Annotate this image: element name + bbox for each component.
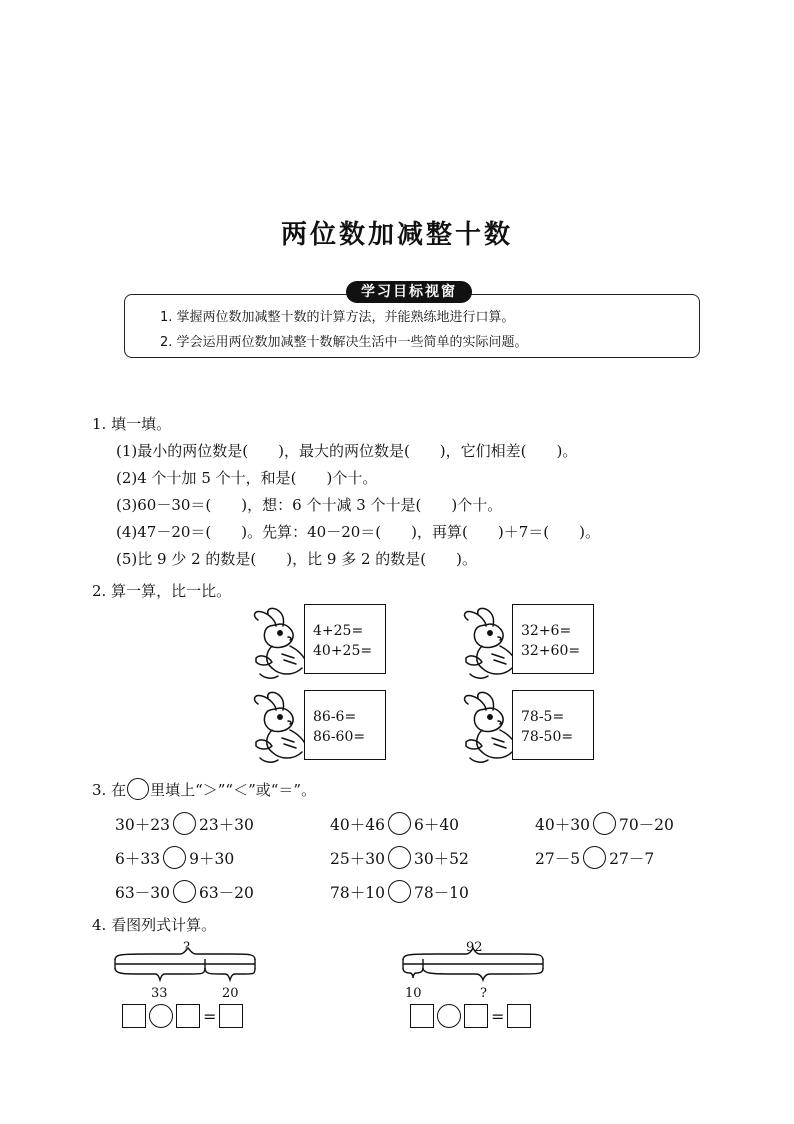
- compare-right: 63－20: [198, 883, 254, 902]
- circle-symbol-icon: [127, 778, 149, 800]
- compare-item: [330, 880, 469, 903]
- diagram-2-top-label: 92: [466, 940, 483, 955]
- compare-right: 23＋30: [198, 815, 254, 834]
- compare-left: 40＋30: [535, 815, 590, 834]
- compare-right: 78－10: [413, 883, 469, 902]
- bunny-illustration: [460, 690, 518, 766]
- answer-box[interactable]: [464, 1004, 488, 1028]
- page-title: 两位数加减整十数: [280, 220, 513, 250]
- compare-circle-blank[interactable]: [173, 812, 196, 835]
- answer-box[interactable]: [219, 1004, 243, 1028]
- q3-heading-post: 里填上“＞”“＜”或“＝”。: [150, 780, 317, 799]
- compare-right: 6＋40: [413, 815, 460, 834]
- answer-equation-1: [122, 1004, 243, 1028]
- q1-line-4: (4)47－20＝( )。先算：40－20＝( )，再算( )＋7＝( )。: [116, 523, 600, 541]
- compare-item: [535, 812, 674, 835]
- compare-circle-blank[interactable]: [583, 846, 606, 869]
- compare-left: 40＋46: [330, 815, 385, 834]
- learning-goals-tag: 学习目标视窗: [346, 281, 472, 303]
- goal-item-1: 1. 掌握两位数加减整十数的计算方法，并能熟练地进行口算。: [160, 310, 515, 325]
- calc-card-3-line-2: 86-60=: [313, 729, 366, 745]
- calc-card-4-line-2: 78-50=: [521, 729, 574, 745]
- q1-line-3: (3)60－30＝( )，想：6 个十减 3 个十是( )个十。: [116, 496, 503, 514]
- q1-heading: 1. 填一填。: [92, 415, 172, 433]
- calc-card-2-line-1: 32+6=: [521, 623, 572, 639]
- bunny-illustration: [460, 606, 518, 682]
- diagram-1-right-label: 20: [222, 986, 239, 1001]
- compare-item: [535, 846, 654, 869]
- compare-circle-blank[interactable]: [593, 812, 616, 835]
- bunny-illustration: [250, 606, 308, 682]
- q2-heading: 2. 算一算，比一比。: [92, 582, 232, 600]
- compare-left: 27－5: [535, 849, 581, 868]
- answer-equation-2: [410, 1004, 531, 1028]
- diagram-2-left-label: 10: [405, 986, 422, 1001]
- compare-right: 30＋52: [413, 849, 469, 868]
- calc-card-1-line-1: 4+25=: [313, 623, 364, 639]
- diagram-1-left-label: 33: [151, 986, 168, 1001]
- compare-right: 9＋30: [189, 849, 235, 868]
- calc-card-4-line-1: 78-5=: [521, 709, 565, 725]
- compare-item: [115, 812, 254, 835]
- compare-item: [115, 846, 234, 869]
- q3-heading: [92, 778, 316, 800]
- q1-line-2: (2)4 个十加 5 个十，和是( )个十。: [116, 469, 378, 487]
- compare-right: 70－20: [618, 815, 674, 834]
- compare-circle-blank[interactable]: [173, 880, 196, 903]
- answer-box[interactable]: [410, 1004, 434, 1028]
- compare-left: 25＋30: [330, 849, 385, 868]
- compare-circle-blank[interactable]: [163, 846, 186, 869]
- compare-circle-blank[interactable]: [388, 880, 411, 903]
- compare-circle-blank[interactable]: [388, 846, 411, 869]
- goal-item-2: 2. 学会运用两位数加减整十数解决生活中一些简单的实际问题。: [160, 335, 528, 350]
- operator-circle[interactable]: [437, 1004, 461, 1028]
- equals-sign: =: [491, 1006, 505, 1026]
- diagram-2-right-label: ?: [480, 986, 487, 1001]
- calc-card-4: [512, 690, 594, 760]
- bunny-illustration: [250, 690, 308, 766]
- compare-left: 63－30: [115, 883, 170, 902]
- calc-card-2-line-2: 32+60=: [521, 643, 581, 659]
- compare-item: [115, 880, 254, 903]
- compare-item: [330, 846, 469, 869]
- calc-card-1-line-2: 40+25=: [313, 643, 373, 659]
- equals-sign: =: [203, 1006, 217, 1026]
- compare-right: 27－7: [609, 849, 655, 868]
- compare-left: 6＋33: [115, 849, 161, 868]
- calc-card-2: [512, 604, 594, 674]
- operator-circle[interactable]: [149, 1004, 173, 1028]
- q1-line-5: (5)比 9 少 2 的数是( )，比 9 多 2 的数是( )。: [116, 550, 477, 568]
- compare-left: 30＋23: [115, 815, 170, 834]
- calc-card-3: [304, 690, 386, 760]
- answer-box[interactable]: [176, 1004, 200, 1028]
- q3-heading-pre: 3. 在: [92, 780, 127, 799]
- calc-card-3-line-1: 86-6=: [313, 709, 357, 725]
- calc-card-1: [304, 604, 386, 674]
- diagram-1-top-label: ?: [183, 940, 190, 955]
- compare-left: 78＋10: [330, 883, 385, 902]
- answer-box[interactable]: [507, 1004, 531, 1028]
- q4-heading: 4. 看图列式计算。: [92, 916, 217, 934]
- compare-circle-blank[interactable]: [388, 812, 411, 835]
- answer-box[interactable]: [122, 1004, 146, 1028]
- q1-line-1: (1)最小的两位数是( )，最大的两位数是( )，它们相差( )。: [116, 442, 578, 460]
- compare-item: [330, 812, 459, 835]
